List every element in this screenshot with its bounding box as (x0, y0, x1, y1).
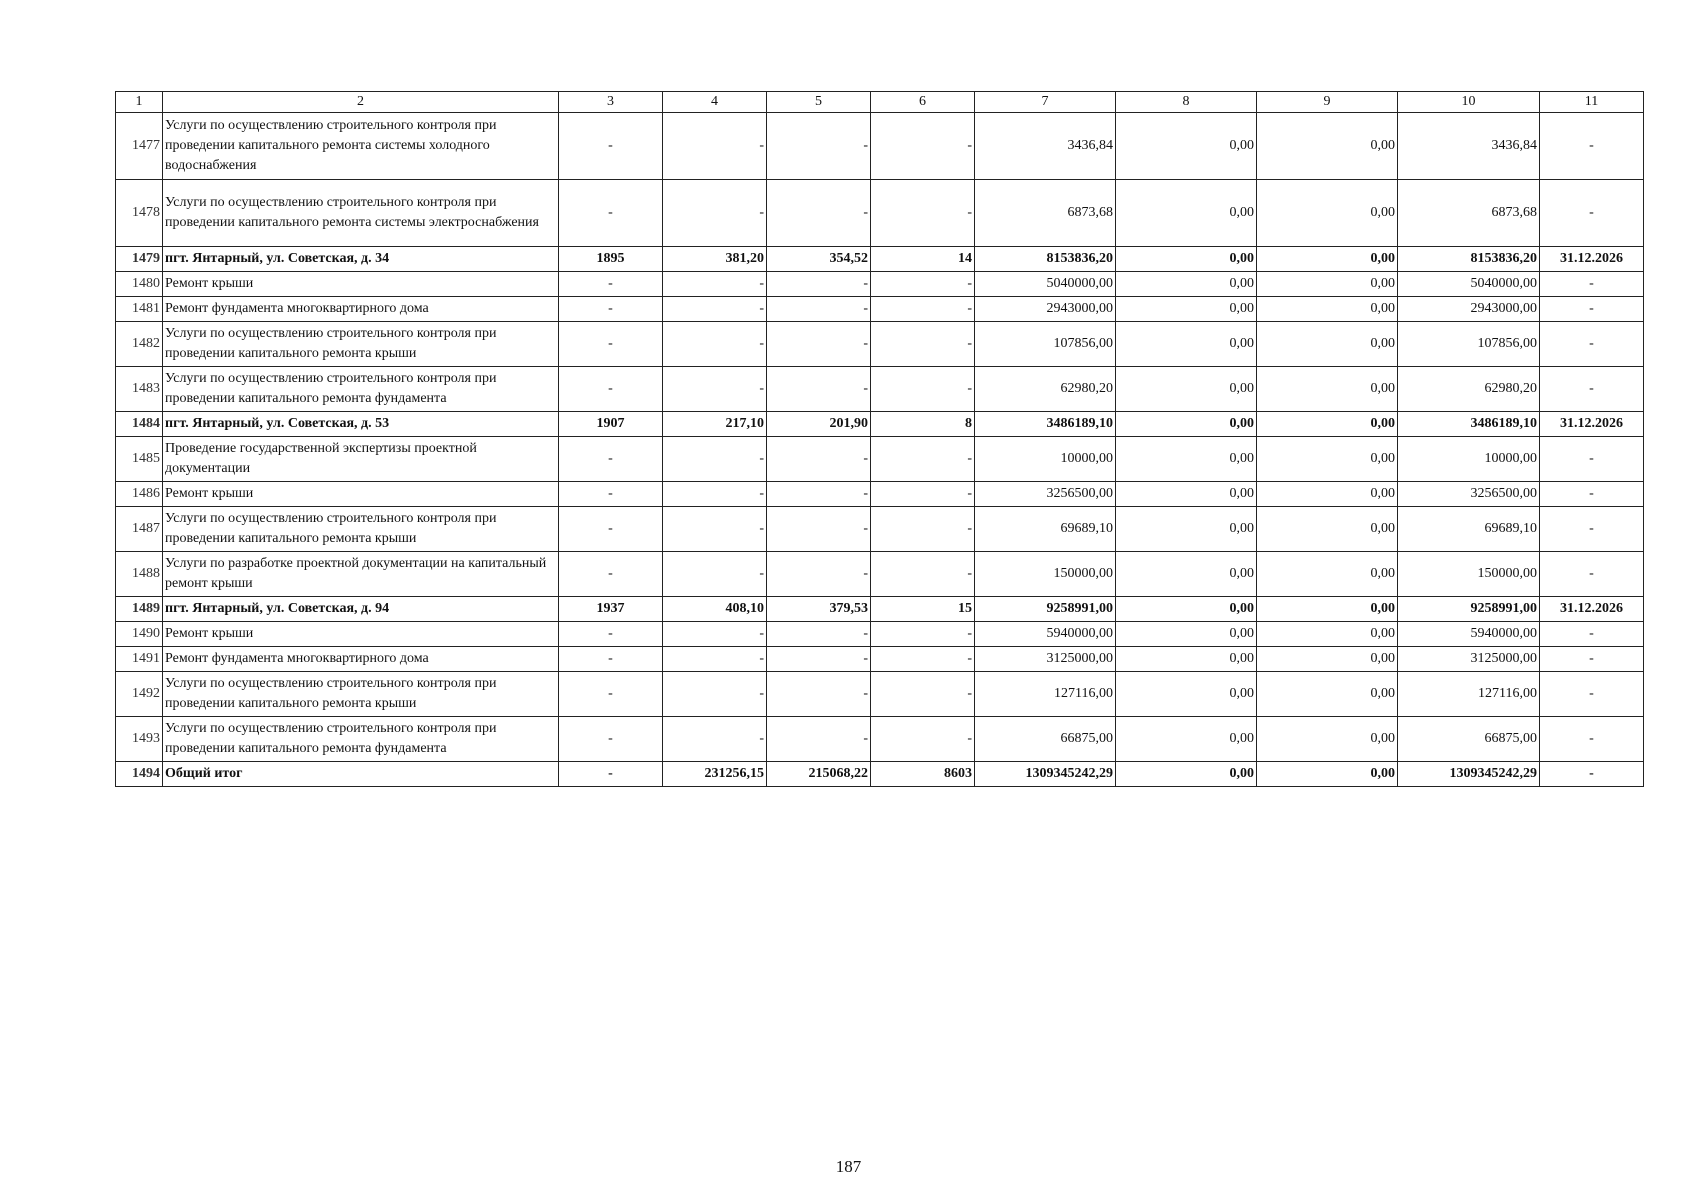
col-4-value: 408,10 (663, 597, 767, 622)
col-11-value: - (1540, 113, 1644, 180)
column-number: 9 (1257, 92, 1398, 113)
col-11-value: 31.12.2026 (1540, 247, 1644, 272)
col-7-value: 2943000,00 (975, 297, 1116, 322)
col-6-value: - (871, 672, 975, 717)
work-description: Услуги по осуществлению строительного контроля при проведении капитального ремонта крыши (163, 322, 559, 367)
work-description: Услуги по осуществлению строительного контроля при проведении капитального ремонта системы холодного водоснабжения (163, 113, 559, 180)
col-6-value: 8 (871, 412, 975, 437)
page-number: 187 (835, 1157, 862, 1176)
col-9-value: 0,00 (1257, 367, 1398, 412)
col-4-value: - (663, 482, 767, 507)
col-10-value: 9258991,00 (1398, 597, 1540, 622)
col-9-value: 0,00 (1257, 647, 1398, 672)
col-4-value: - (663, 113, 767, 180)
col-4-value: 381,20 (663, 247, 767, 272)
row-number: 1479 (116, 247, 163, 272)
col-3-value: - (559, 507, 663, 552)
col-11-value: - (1540, 367, 1644, 412)
column-number: 7 (975, 92, 1116, 113)
col-10-value: 5940000,00 (1398, 622, 1540, 647)
col-6-value: - (871, 322, 975, 367)
row-number: 1491 (116, 647, 163, 672)
col-5-value: - (767, 180, 871, 247)
col-3-value: - (559, 272, 663, 297)
col-6-value: - (871, 647, 975, 672)
row-number: 1489 (116, 597, 163, 622)
col-10-value: 62980,20 (1398, 367, 1540, 412)
table-row (116, 367, 1644, 412)
col-5-value: 201,90 (767, 412, 871, 437)
col-4-value: - (663, 322, 767, 367)
col-4-value: 217,10 (663, 412, 767, 437)
col-9-value: 0,00 (1257, 552, 1398, 597)
work-description: Услуги по осуществлению строительного контроля при проведении капитального ремонта крыши (163, 507, 559, 552)
col-11-value: - (1540, 297, 1644, 322)
row-number: 1488 (116, 552, 163, 597)
col-3-value: - (559, 297, 663, 322)
col-5-value: - (767, 672, 871, 717)
col-9-value: 0,00 (1257, 412, 1398, 437)
col-10-value: 1309345242,29 (1398, 762, 1540, 787)
col-6-value: - (871, 482, 975, 507)
row-number: 1477 (116, 113, 163, 180)
work-description: пгт. Янтарный, ул. Советская, д. 34 (163, 247, 559, 272)
col-10-value: 6873,68 (1398, 180, 1540, 247)
col-6-value: - (871, 622, 975, 647)
work-description: Проведение государственной экспертизы проектной документации (163, 437, 559, 482)
col-10-value: 3486189,10 (1398, 412, 1540, 437)
col-5-value: - (767, 507, 871, 552)
col-10-value: 69689,10 (1398, 507, 1540, 552)
table-row (116, 597, 1644, 622)
col-11-value: - (1540, 180, 1644, 247)
column-number: 11 (1540, 92, 1644, 113)
work-description: пгт. Янтарный, ул. Советская, д. 94 (163, 597, 559, 622)
column-number: 4 (663, 92, 767, 113)
table-row (116, 717, 1644, 762)
table-row (116, 622, 1644, 647)
col-5-value: - (767, 482, 871, 507)
table-row (116, 113, 1644, 180)
row-number: 1478 (116, 180, 163, 247)
row-number: 1486 (116, 482, 163, 507)
col-9-value: 0,00 (1257, 437, 1398, 482)
row-number: 1485 (116, 437, 163, 482)
col-3-value: - (559, 113, 663, 180)
row-number: 1484 (116, 412, 163, 437)
col-10-value: 3125000,00 (1398, 647, 1540, 672)
col-3-value: 1895 (559, 247, 663, 272)
col-6-value: - (871, 437, 975, 482)
col-10-value: 3256500,00 (1398, 482, 1540, 507)
col-5-value: - (767, 113, 871, 180)
col-4-value: - (663, 672, 767, 717)
col-8-value: 0,00 (1116, 507, 1257, 552)
table-body (116, 92, 1644, 787)
col-11-value: - (1540, 507, 1644, 552)
column-number: 3 (559, 92, 663, 113)
col-7-value: 3125000,00 (975, 647, 1116, 672)
column-number: 6 (871, 92, 975, 113)
col-3-value: - (559, 622, 663, 647)
table-row (116, 297, 1644, 322)
col-10-value: 2943000,00 (1398, 297, 1540, 322)
col-3-value: - (559, 762, 663, 787)
col-8-value: 0,00 (1116, 412, 1257, 437)
col-11-value: - (1540, 552, 1644, 597)
col-5-value: - (767, 437, 871, 482)
col-7-value: 3436,84 (975, 113, 1116, 180)
col-4-value: - (663, 717, 767, 762)
col-5-value: - (767, 552, 871, 597)
col-10-value: 127116,00 (1398, 672, 1540, 717)
table-row (116, 322, 1644, 367)
col-11-value: 31.12.2026 (1540, 412, 1644, 437)
col-4-value: - (663, 622, 767, 647)
col-8-value: 0,00 (1116, 437, 1257, 482)
work-description: Ремонт крыши (163, 622, 559, 647)
col-11-value: - (1540, 647, 1644, 672)
col-3-value: - (559, 437, 663, 482)
col-9-value: 0,00 (1257, 762, 1398, 787)
col-4-value: - (663, 552, 767, 597)
col-5-value: - (767, 322, 871, 367)
col-5-value: 379,53 (767, 597, 871, 622)
col-3-value: 1937 (559, 597, 663, 622)
col-11-value: - (1540, 717, 1644, 762)
col-9-value: 0,00 (1257, 717, 1398, 762)
col-9-value: 0,00 (1257, 247, 1398, 272)
table-row (116, 180, 1644, 247)
work-description: Услуги по разработке проектной документации на капитальный ремонт крыши (163, 552, 559, 597)
row-number: 1480 (116, 272, 163, 297)
col-7-value: 5040000,00 (975, 272, 1116, 297)
col-3-value: - (559, 482, 663, 507)
col-7-value: 150000,00 (975, 552, 1116, 597)
col-10-value: 107856,00 (1398, 322, 1540, 367)
col-11-value: - (1540, 762, 1644, 787)
work-description: Услуги по осуществлению строительного контроля при проведении капитального ремонта крыши (163, 672, 559, 717)
table-row (116, 247, 1644, 272)
col-7-value: 3256500,00 (975, 482, 1116, 507)
col-6-value: 14 (871, 247, 975, 272)
row-number: 1490 (116, 622, 163, 647)
column-number: 10 (1398, 92, 1540, 113)
col-6-value: - (871, 367, 975, 412)
col-4-value: - (663, 180, 767, 247)
col-11-value: - (1540, 482, 1644, 507)
col-9-value: 0,00 (1257, 113, 1398, 180)
col-11-value: - (1540, 672, 1644, 717)
table-row (116, 507, 1644, 552)
col-4-value: - (663, 272, 767, 297)
work-description: Общий итог (163, 762, 559, 787)
col-9-value: 0,00 (1257, 482, 1398, 507)
work-description: Услуги по осуществлению строительного контроля при проведении капитального ремонта фундамента (163, 717, 559, 762)
column-number: 1 (116, 92, 163, 113)
col-7-value: 5940000,00 (975, 622, 1116, 647)
table-row (116, 272, 1644, 297)
work-description: Услуги по осуществлению строительного контроля при проведении капитального ремонта системы электроснабжения (163, 180, 559, 247)
col-11-value: - (1540, 437, 1644, 482)
col-5-value: - (767, 647, 871, 672)
col-10-value: 3436,84 (1398, 113, 1540, 180)
column-number: 2 (163, 92, 559, 113)
col-8-value: 0,00 (1116, 552, 1257, 597)
col-10-value: 5040000,00 (1398, 272, 1540, 297)
col-11-value: - (1540, 272, 1644, 297)
column-number: 5 (767, 92, 871, 113)
col-3-value: - (559, 647, 663, 672)
work-description: Услуги по осуществлению строительного контроля при проведении капитального ремонта фундамента (163, 367, 559, 412)
col-8-value: 0,00 (1116, 247, 1257, 272)
col-7-value: 9258991,00 (975, 597, 1116, 622)
col-8-value: 0,00 (1116, 367, 1257, 412)
col-5-value: 215068,22 (767, 762, 871, 787)
work-description: пгт. Янтарный, ул. Советская, д. 53 (163, 412, 559, 437)
work-description: Ремонт фундамента многоквартирного дома (163, 647, 559, 672)
col-5-value: - (767, 717, 871, 762)
col-7-value: 69689,10 (975, 507, 1116, 552)
col-9-value: 0,00 (1257, 507, 1398, 552)
col-7-value: 62980,20 (975, 367, 1116, 412)
col-7-value: 127116,00 (975, 672, 1116, 717)
col-4-value: 231256,15 (663, 762, 767, 787)
col-8-value: 0,00 (1116, 717, 1257, 762)
col-9-value: 0,00 (1257, 322, 1398, 367)
col-4-value: - (663, 297, 767, 322)
col-5-value: - (767, 367, 871, 412)
col-6-value: - (871, 297, 975, 322)
row-number: 1482 (116, 322, 163, 367)
col-9-value: 0,00 (1257, 672, 1398, 717)
row-number: 1487 (116, 507, 163, 552)
col-3-value: - (559, 180, 663, 247)
col-4-value: - (663, 367, 767, 412)
col-5-value: 354,52 (767, 247, 871, 272)
col-8-value: 0,00 (1116, 322, 1257, 367)
col-3-value: - (559, 367, 663, 412)
row-number: 1481 (116, 297, 163, 322)
col-8-value: 0,00 (1116, 762, 1257, 787)
col-5-value: - (767, 297, 871, 322)
col-7-value: 3486189,10 (975, 412, 1116, 437)
col-3-value: - (559, 552, 663, 597)
col-11-value: 31.12.2026 (1540, 597, 1644, 622)
col-9-value: 0,00 (1257, 597, 1398, 622)
col-8-value: 0,00 (1116, 597, 1257, 622)
col-10-value: 10000,00 (1398, 437, 1540, 482)
col-8-value: 0,00 (1116, 297, 1257, 322)
col-7-value: 10000,00 (975, 437, 1116, 482)
row-number: 1492 (116, 672, 163, 717)
work-description: Ремонт крыши (163, 482, 559, 507)
col-8-value: 0,00 (1116, 180, 1257, 247)
col-3-value: - (559, 717, 663, 762)
works-table (115, 91, 1644, 787)
col-6-value: - (871, 552, 975, 597)
col-11-value: - (1540, 622, 1644, 647)
col-8-value: 0,00 (1116, 622, 1257, 647)
col-4-value: - (663, 647, 767, 672)
col-6-value: 15 (871, 597, 975, 622)
col-8-value: 0,00 (1116, 647, 1257, 672)
table-row (116, 672, 1644, 717)
col-5-value: - (767, 272, 871, 297)
col-7-value: 107856,00 (975, 322, 1116, 367)
col-6-value: - (871, 507, 975, 552)
col-9-value: 0,00 (1257, 180, 1398, 247)
row-number: 1494 (116, 762, 163, 787)
col-9-value: 0,00 (1257, 272, 1398, 297)
table-row (116, 762, 1644, 787)
col-4-value: - (663, 507, 767, 552)
col-8-value: 0,00 (1116, 272, 1257, 297)
col-9-value: 0,00 (1257, 622, 1398, 647)
col-7-value: 6873,68 (975, 180, 1116, 247)
table-row (116, 412, 1644, 437)
table-row (116, 437, 1644, 482)
table-row (116, 482, 1644, 507)
col-4-value: - (663, 437, 767, 482)
column-number-row (116, 92, 1644, 113)
col-5-value: - (767, 622, 871, 647)
col-9-value: 0,00 (1257, 297, 1398, 322)
col-6-value: - (871, 180, 975, 247)
work-description: Ремонт крыши (163, 272, 559, 297)
col-11-value: - (1540, 322, 1644, 367)
col-7-value: 1309345242,29 (975, 762, 1116, 787)
col-8-value: 0,00 (1116, 672, 1257, 717)
row-number: 1493 (116, 717, 163, 762)
col-3-value: 1907 (559, 412, 663, 437)
row-number: 1483 (116, 367, 163, 412)
col-8-value: 0,00 (1116, 113, 1257, 180)
col-6-value: - (871, 272, 975, 297)
col-10-value: 66875,00 (1398, 717, 1540, 762)
column-number: 8 (1116, 92, 1257, 113)
col-7-value: 66875,00 (975, 717, 1116, 762)
col-6-value: - (871, 717, 975, 762)
col-3-value: - (559, 672, 663, 717)
col-10-value: 150000,00 (1398, 552, 1540, 597)
col-6-value: 8603 (871, 762, 975, 787)
table-row (116, 647, 1644, 672)
work-description: Ремонт фундамента многоквартирного дома (163, 297, 559, 322)
col-7-value: 8153836,20 (975, 247, 1116, 272)
col-3-value: - (559, 322, 663, 367)
col-8-value: 0,00 (1116, 482, 1257, 507)
table-row (116, 552, 1644, 597)
col-10-value: 8153836,20 (1398, 247, 1540, 272)
col-6-value: - (871, 113, 975, 180)
